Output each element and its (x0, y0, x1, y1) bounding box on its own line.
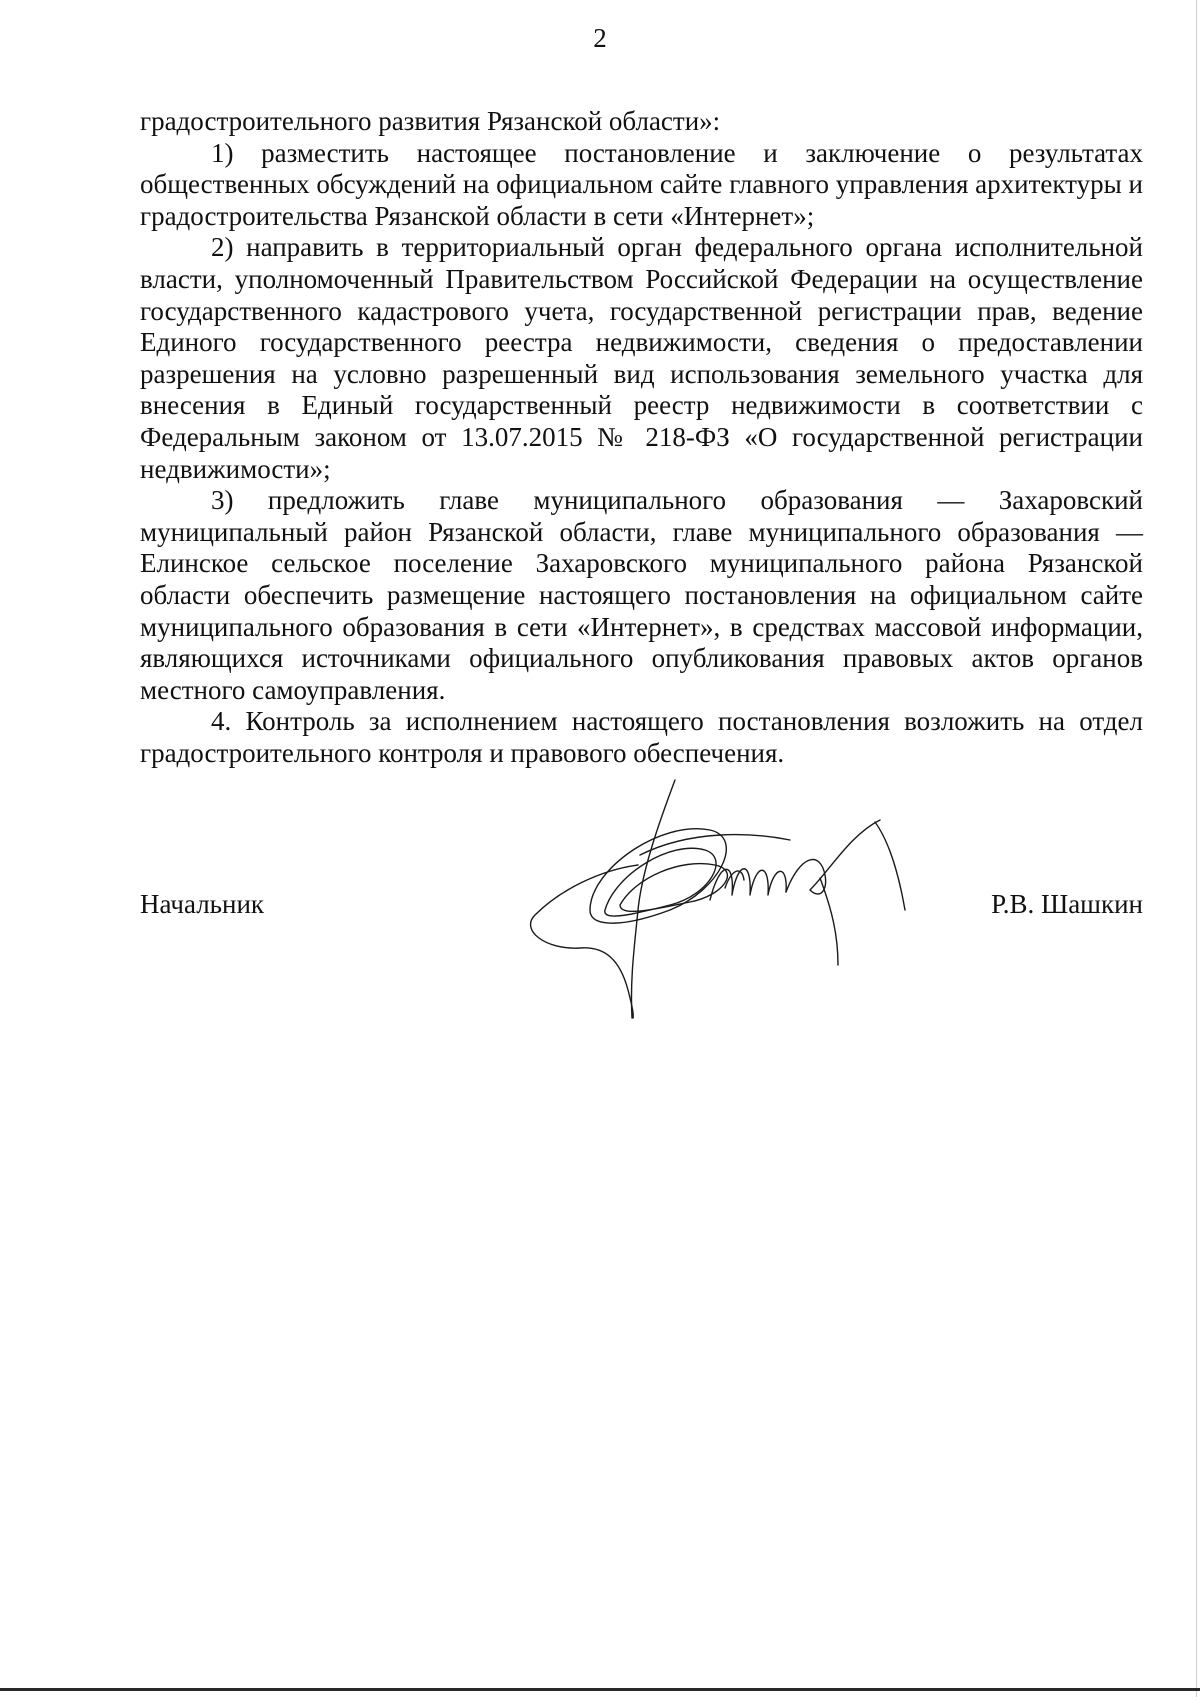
paragraph-item-1: 1) разместить настоящее постановление и заключение о результатах общественных обсуждений на официальном сайте главного управления архитектуры и градостроительства Рязанской области в сети «Интернет»; (140, 137, 1143, 231)
page-number: 2 (593, 23, 607, 53)
signer-position: Начальник (140, 889, 265, 919)
paragraph-continuation: градостроительного развития Рязанской области»: (140, 106, 721, 136)
handwritten-signature (520, 760, 920, 1020)
paragraph-item-2: 2) направить в территориальный орган федерального органа исполнительной власти, уполномоченный Правительством Российской Федерации на осуществление государственного кадастрового учета, государственной регистрации прав, ведение Единого государственного реестра недвижимости, сведения о предоставлении разрешения на условно разрешенный вид использования земельного участка для внесения в Единый государственный реестр недвижимости в соответствии с Федеральным законом от 13.07.2015 № 218-ФЗ «О государственной регистрации недвижимости»; (140, 232, 1143, 484)
paragraph-item-3: 3) предложить главе муниципального образования — Захаровский муниципальный район Рязанской области, главе муниципального образования — Елинское сельское поселение Захаровского муниципального района Рязанской области обеспечить размещение настоящего постановления на официальном сайте муниципального образования в сети «Интернет», в средствах массовой информации, являющихся источниками официального опубликования правовых актов органов местного самоуправления. (140, 485, 1143, 705)
signer-name: Р.В. Шашкин (991, 889, 1143, 919)
paragraph-item-4: 4. Контроль за исполнением настоящего постановления возложить на отдел градостроительного контроля и правового обеспечения. (140, 706, 1143, 768)
document-body (140, 106, 1143, 769)
scan-edge-line (1196, 0, 1197, 1697)
scan-bottom-rule (0, 1688, 1200, 1691)
